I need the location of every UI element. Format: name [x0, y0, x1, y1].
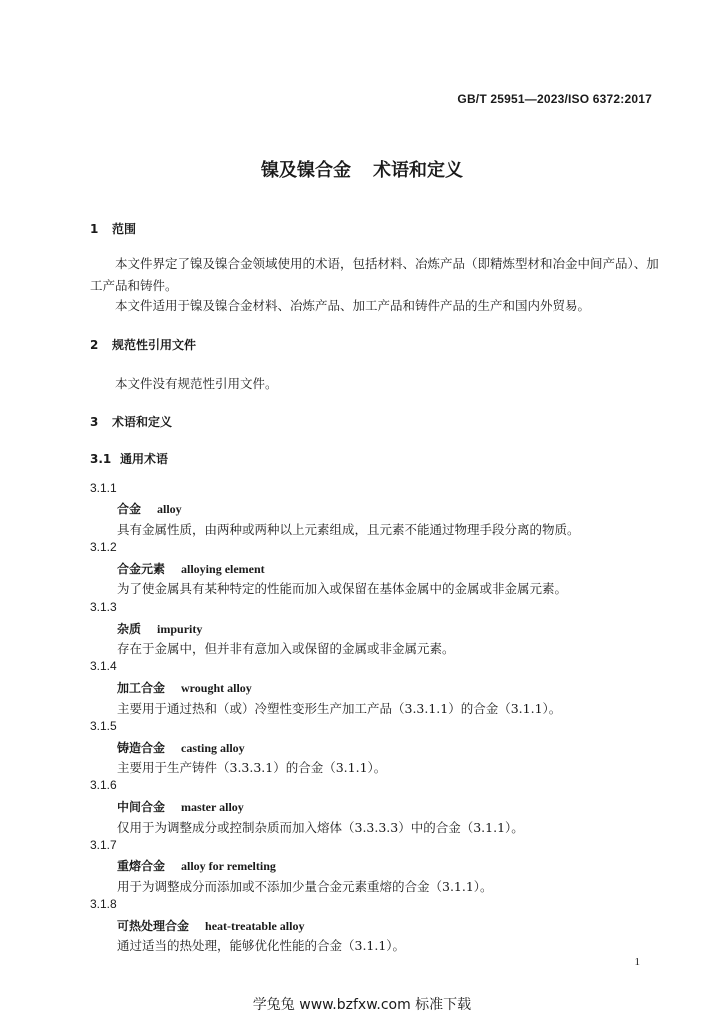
- term-heading: 重熔合金 alloy for remelting: [117, 859, 276, 873]
- term-heading: 铸造合金 casting alloy: [117, 741, 245, 755]
- section-1-heading: 1 范围: [90, 222, 137, 236]
- scope-paragraph-1-cont: 工产品和铸件。: [90, 278, 178, 293]
- term-definition: 仅用于为调整成分或控制杂质而加入熔体（3.3.3.3）中的合金（3.1.1）。: [117, 820, 524, 835]
- term-number: 3.1.8: [90, 897, 117, 911]
- term-number: 3.1.1: [90, 481, 117, 495]
- term-definition: 主要用于生产铸件（3.3.3.1）的合金（3.1.1）。: [117, 760, 387, 775]
- term-number: 3.1.2: [90, 540, 117, 554]
- scope-paragraph-1: 本文件界定了镍及镍合金领域使用的术语，包括材料、冶炼产品（即精炼型材和冶金中间产品）、加: [115, 256, 659, 271]
- page-number: 1: [634, 956, 640, 968]
- document-title: [0, 156, 724, 182]
- term-definition: 具有金属性质，由两种或两种以上元素组成，且元素不能通过物理手段分离的物质。: [117, 522, 580, 537]
- term-definition: 为了使金属具有某种特定的性能而加入或保留在基体金属中的金属或非金属元素。: [117, 581, 568, 596]
- title-part-1: 镍及镍合金: [261, 160, 351, 181]
- term-number: 3.1.3: [90, 600, 117, 614]
- term-heading: 中间合金 master alloy: [117, 800, 244, 814]
- title-part-2: 术语和定义: [373, 160, 463, 181]
- term-heading: 合金元素 alloying element: [117, 562, 265, 576]
- term-definition: 主要用于通过热和（或）冷塑性变形生产加工产品（3.3.1.1）的合金（3.1.1）。: [117, 701, 562, 716]
- term-definition: 用于为调整成分而添加或不添加少量合金元素重熔的合金（3.1.1）。: [117, 879, 493, 894]
- term-heading: 杂质 impurity: [117, 622, 203, 636]
- term-heading: 加工合金 wrought alloy: [117, 681, 252, 695]
- normative-references-text: 本文件没有规范性引用文件。: [115, 376, 278, 391]
- term-definition: 存在于金属中，但并非有意加入或保留的金属或非金属元素。: [117, 641, 455, 656]
- scope-paragraph-2: 本文件适用于镍及镍合金材料、冶炼产品、加工产品和铸件产品的生产和国内外贸易。: [115, 298, 591, 313]
- term-definition: 通过适当的热处理，能够优化性能的合金（3.1.1）。: [117, 938, 406, 953]
- term-number: 3.1.7: [90, 838, 117, 852]
- term-number: 3.1.4: [90, 659, 117, 673]
- term-heading: 可热处理合金 heat-treatable alloy: [117, 919, 305, 933]
- download-footer: 学兔兔 www.bzfxw.com 标准下载: [252, 997, 472, 1013]
- standard-code: GB/T 25951—2023/ISO 6372:2017: [457, 92, 652, 106]
- term-number: 3.1.6: [90, 778, 117, 792]
- section-3-1-heading: 3.1 通用术语: [90, 452, 169, 466]
- term-number: 3.1.5: [90, 719, 117, 733]
- section-3-heading: 3 术语和定义: [90, 415, 173, 429]
- term-heading: 合金 alloy: [117, 502, 182, 516]
- section-2-heading: 2 规范性引用文件: [90, 338, 197, 352]
